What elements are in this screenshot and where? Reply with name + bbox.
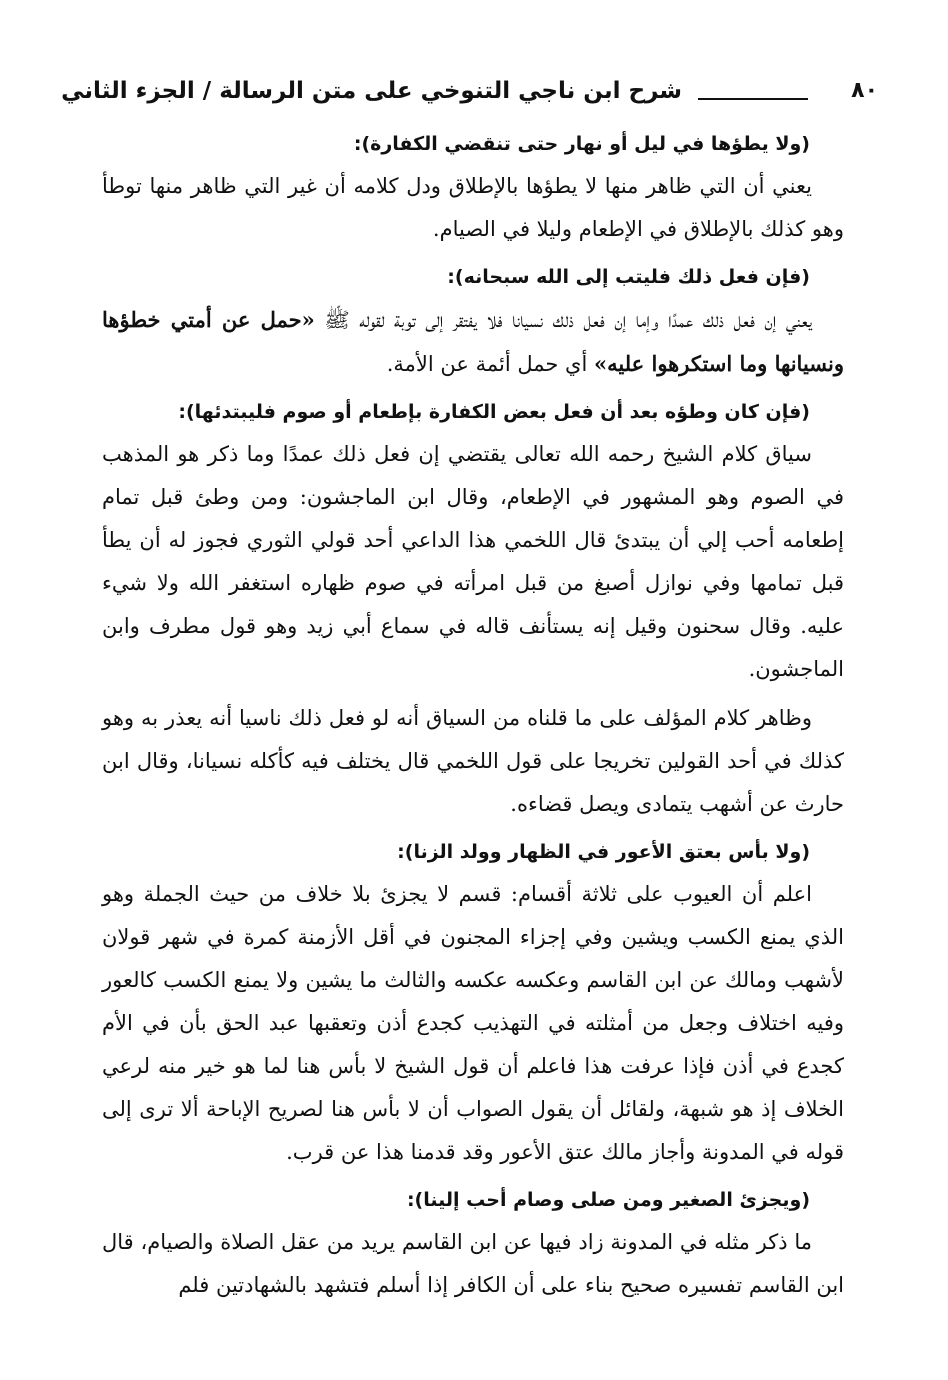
- commentary-paragraph: يعني أن التي ظاهر منها لا يطؤها بالإطلاق ودل كلامه أن غير التي ظاهر منها توطأ وهو كذلك بالإطلاق في الإطعام وليلا في الصيام.: [102, 174, 844, 241]
- header-rule: [698, 98, 808, 100]
- commentary-text: يعني إن فعل ذلك عمدًا وإما إن فعل ذلك نسيانا فلا يفتقر إلى توبة لقوله ﷺ: [314, 308, 813, 332]
- matn-quote: (ولا يطؤها في ليل أو نهار حتى تنقضي الكفارة):: [353, 133, 810, 155]
- matn-quote: (فإن كان وطؤه بعد أن فعل بعض الكفارة بإطعام أو صوم فليبتدئها):: [178, 401, 810, 423]
- page-header: [61, 72, 878, 120]
- commentary-paragraph: [102, 298, 844, 386]
- page-number: ٨٠: [851, 78, 878, 103]
- matn-quote: (ويجزئ الصغير ومن صلى وصام أحب إلينا):: [406, 1189, 810, 1211]
- commentary-paragraph: اعلم أن العيوب على ثلاثة أقسام: قسم لا يجزئ بلا خلاف من حيث الجملة وهو الذي يمنع الكسب ويشين وفي إجزاء المجنون في أقل الأزمنة كمرة في شهر قولان لأشهب ومالك عن ابن القاسم وعكسه عكسه والثالث ما يشين ولا يمنع الكسب كالعور وفيه اختلاف وجعل من أمثلته في التهذيب كجدع أذن وتعقبها عبد الحق بأن في الأم كجدع في أذن فإذا عرفت هذا فاعلم أن قول الشيخ لا بأس هنا لما هو خير منه لرعي الخلاف إذ هو شبهة، ولقائل أن يقول الصواب أن لا بأس هنا لصريح الإباحة ألا ترى إلى قوله في المدونة وأجاز مالك عتق الأعور وقد قدمنا هذا عن قرب.: [102, 882, 844, 1164]
- matn-quote: (ولا بأس بعتق الأعور في الظهار وولد الزنا):: [397, 841, 810, 863]
- commentary-paragraph: ما ذكر مثله في المدونة زاد فيها عن ابن القاسم يريد من عقل الصلاة والصيام، قال ابن القاسم تفسيره صحيح بناء على أن الكافر إذا أسلم فتشهد بالشهادتين فلم: [102, 1230, 844, 1297]
- running-title: شرح ابن ناجي التنوخي على متن الرسالة / الجزء الثاني: [61, 78, 682, 104]
- commentary-paragraph: سياق كلام الشيخ رحمه الله تعالى يقتضي إن فعل ذلك عمدًا وما ذكر هو المذهب في الصوم وهو المشهور في الإطعام، وقال ابن الماجشون: ومن وطئ قبل تمام إطعامه أحب إلي أن يبتدئ قال اللخمي هذا الداعي أحد قولي الثوري فجوز له أن يطأ قبل تمامها وفي نوازل أصبغ من قبل امرأته في صوم ظهاره استغفر الله ولا شيء عليه. وقال سحنون وقيل إنه يستأنف قاله في سماع أبي زيد وهو قول مطرف وابن الماجشون.: [102, 442, 844, 681]
- matn-quote: (فإن فعل ذلك فليتب إلى الله سبحانه):: [447, 266, 810, 288]
- commentary-paragraph: وظاهر كلام المؤلف على ما قلناه من السياق أنه لو فعل ذلك ناسيا أنه يعذر به وهو كذلك في أحد القولين تخريجا على قول اللخمي قال يختلف فيه كأكله نسيانا، وقال ابن حارث عن أشهب يتمادى ويصل قضاءه.: [102, 706, 844, 816]
- commentary-text: أي حمل أئمة عن الأمة.: [386, 352, 594, 376]
- hadith-quote: «حمل عن أمتي خطؤها ونسيانها وما استكرهوا عليه»: [102, 307, 844, 376]
- page-body: [102, 124, 844, 1313]
